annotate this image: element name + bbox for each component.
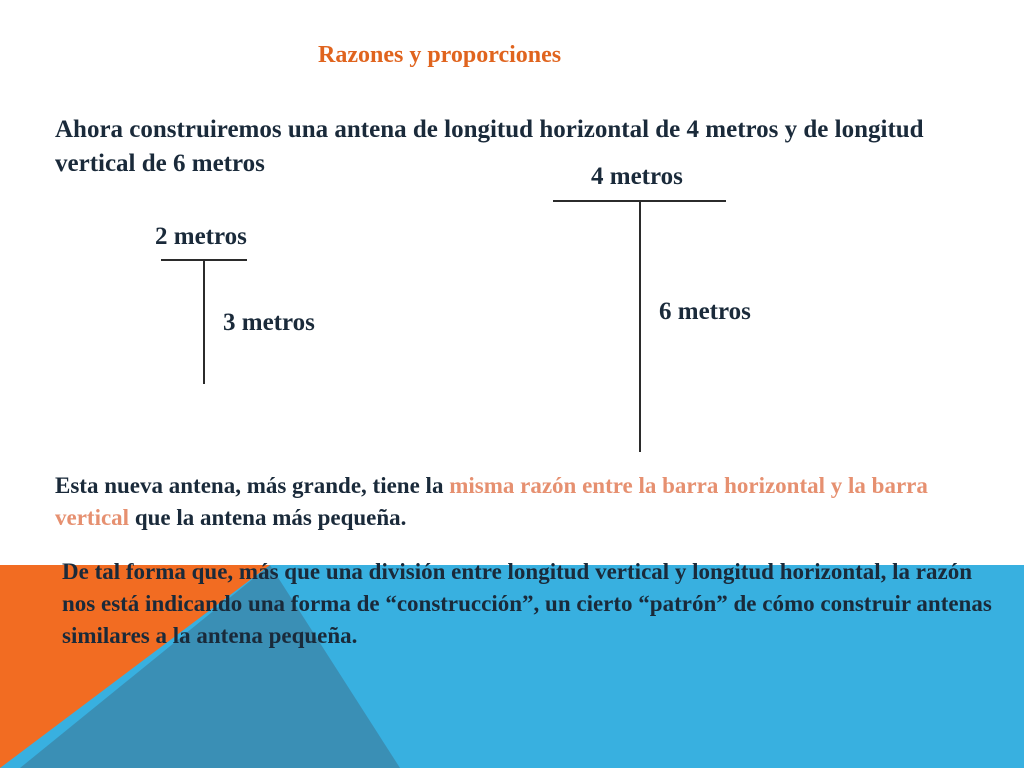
small-antenna-vertical-label: 3 metros xyxy=(223,309,315,336)
large-antenna-vertical-label: 6 metros xyxy=(659,298,751,325)
ratio-paragraph xyxy=(55,470,935,534)
large-antenna-horizontal-label: 4 metros xyxy=(591,163,683,190)
page-title: Razones y proporciones xyxy=(318,42,562,68)
large-antenna-vertical-bar xyxy=(639,200,641,452)
ratio-paragraph-highlight: misma razón entre la barra horizontal y la barra vertical xyxy=(55,473,928,530)
intro-text: Ahora construiremos una antena de longitud horizontal de 4 metros y de longitud vertical de 6 metros xyxy=(55,116,924,177)
ratio-paragraph-start: Esta nueva antena, más grande, tiene la xyxy=(55,473,450,498)
pattern-paragraph: De tal forma que, más que una división entre longitud vertical y longitud horizontal, la razón nos está indicando una forma de “construcción”, un cierto “patrón” de cómo construir antenas similares a la antena pequeña. xyxy=(62,559,992,648)
small-antenna-horizontal-label: 2 metros xyxy=(155,223,247,250)
small-antenna-vertical-bar xyxy=(203,259,205,384)
ratio-paragraph-end: que la antena más pequeña. xyxy=(129,505,407,530)
